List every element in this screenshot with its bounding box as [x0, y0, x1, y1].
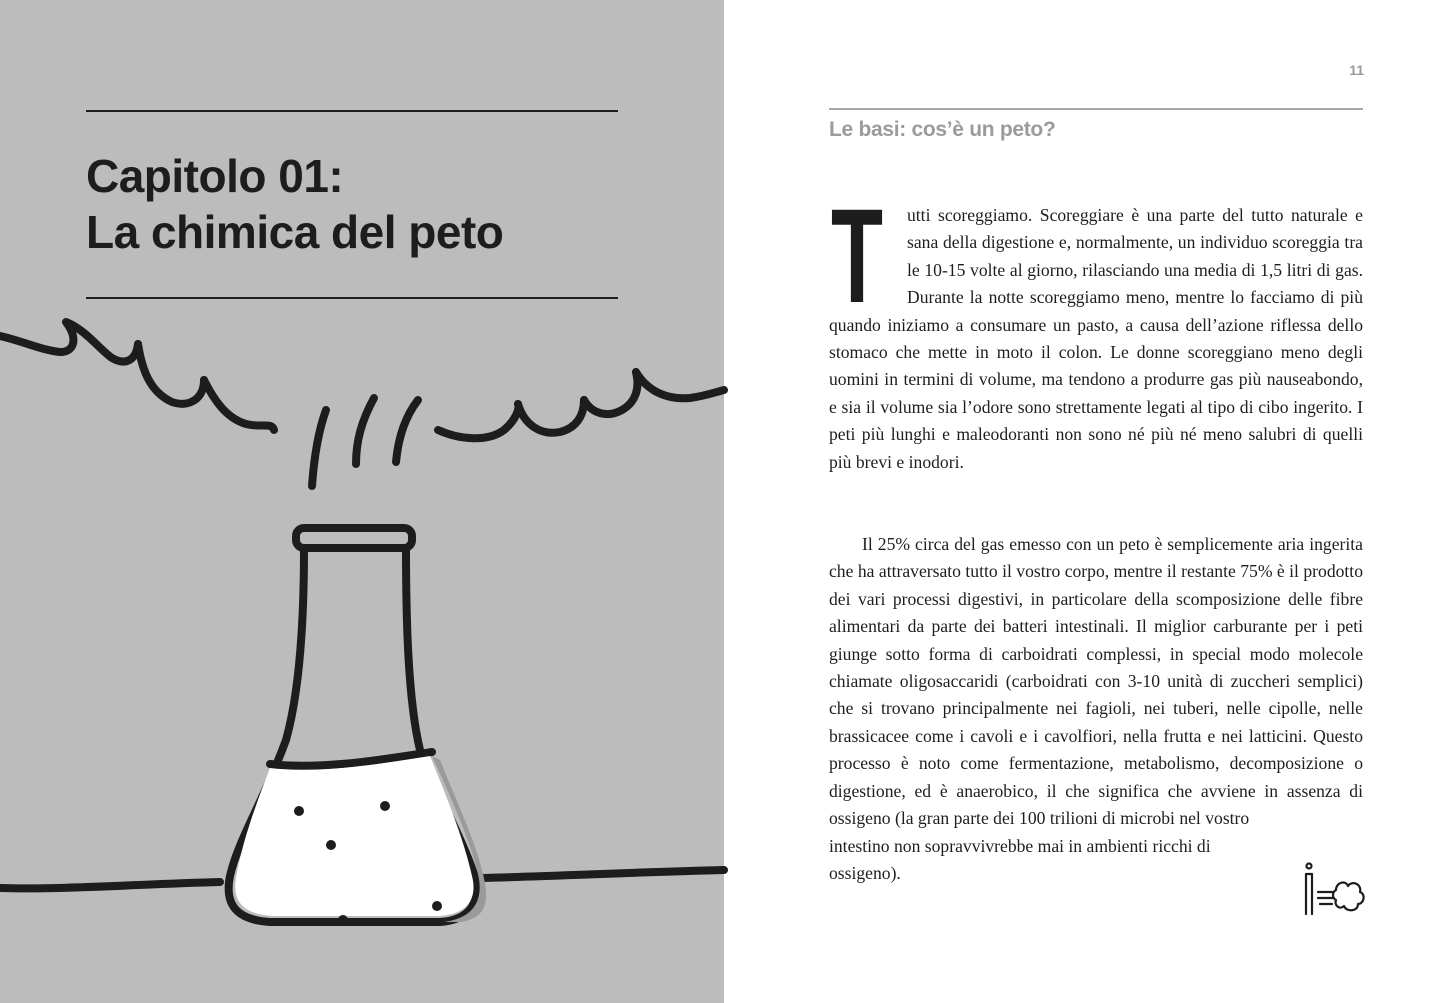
section-title: Le basi: cos’è un peto?	[829, 118, 1056, 141]
svg-text:T: T	[831, 182, 883, 331]
farting-figure-icon	[1302, 862, 1366, 918]
paragraph-3: intestino non sopravvivrebbe mai in ambienti ricchi di ossigeno).	[829, 836, 1211, 884]
paragraph-1	[829, 202, 1363, 476]
right-page	[724, 0, 1445, 1003]
chapter-title-line1: Capitolo 01:	[86, 150, 344, 202]
page-number: 11	[1349, 62, 1364, 78]
chapter-title-line2: La chimica del peto	[86, 206, 504, 258]
dropcap-space	[829, 202, 907, 306]
paragraph-2: Il 25% circa del gas emesso con un peto è semplicemente aria ingerita che ha attraversato tutto il vostro corpo, mentre il restante 75% è il prodotto dei vari processi digestivi, in particolare della scomposizione delle fibre alimentari da parte dei batteri intestinali. Il miglior carburante per i peti giunge sotto forma di carboidrati complessi, in special modo molecole chiamate oligosaccaridi (carboidrati con 3-10 unità di zuccheri semplici) che si trovano principalmente nei fagioli, nei tuberi, nelle cipolle, nelle brassicacee come i cavoli e i cavolfiori, nella frutta e nei latticini. Questo processo è noto come fermentazione, metabolismo, decomposizione o digestione, ed è anaerobico, il che significa che avviene in assenza di ossigeno (la gran parte dei 100 trilioni di microbi nel vostro	[829, 534, 1363, 829]
section-rule	[829, 108, 1363, 110]
paragraph-1-text: utti scoreggiamo. Scoreggiare è una parte del tutto naturale e sana della digestione e, normalmente, un individuo scoreggia tra le 10-15 volte al giorno, rilasciando una media di 1,5 litri di gas. Durante la notte scoreggiamo meno, mentre lo facciamo di più quando iniziamo a consumare un pasto, a causa dell’azione riflessa dello stomaco che mette in moto il colon. Le donne scoreggiano meno degli uomini in termini di volume, ma tendono a produrre gas più nauseabondo, e sia il volume sia l’odore sono strettamente legati al tipo di cibo ingerito. I peti più lunghi e maleodoranti non sono né più né meno salubri di quelli più brevi e inodori.	[829, 205, 1363, 472]
